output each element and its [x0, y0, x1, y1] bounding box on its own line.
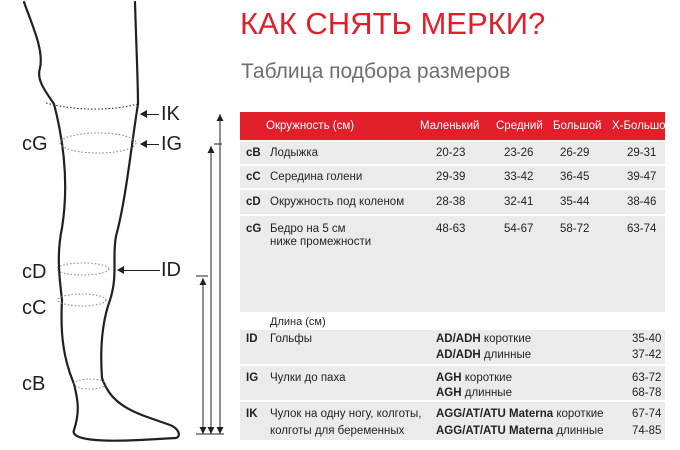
cd-circumference-ellipse: [57, 263, 109, 275]
row-code: IG: [246, 372, 259, 384]
model-item: [436, 387, 512, 399]
ik-label: IK: [161, 103, 180, 125]
cell-medium: 32-41: [504, 196, 534, 208]
col-large: Большой: [553, 120, 602, 132]
id-label: ID: [161, 259, 181, 281]
leg-back-outline: [24, 2, 179, 441]
page-title: КАК СНЯТЬ МЕРКИ?: [240, 6, 546, 41]
length-table-title: Длина (см): [270, 316, 326, 328]
size-row: [240, 142, 665, 164]
length-row: [240, 330, 665, 364]
row-code: IK: [246, 408, 258, 420]
cell-large: 26-29: [560, 147, 590, 159]
model-item: [436, 408, 604, 420]
model-suffix: короткие: [480, 333, 532, 345]
cell-large: 35-44: [560, 196, 590, 208]
length-value: 67-74: [632, 408, 662, 420]
length-row: [240, 402, 665, 440]
size-row: [240, 166, 665, 188]
col-small: Маленький: [420, 120, 480, 132]
col-medium: Средний: [496, 120, 543, 132]
model-suffix: длинные: [553, 425, 604, 437]
size-row: [240, 190, 665, 214]
cell-xlarge: 39-47: [627, 171, 657, 183]
model-name: AGG/AT/ATU Materna: [436, 408, 554, 420]
row-label: Бедро на 5 см: [270, 223, 346, 235]
row-label-line2: ниже промежности: [270, 236, 372, 248]
size-row: [240, 216, 665, 312]
cell-xlarge: 63-74: [627, 223, 657, 235]
row-code: ID: [246, 333, 258, 345]
model-suffix: длинные: [461, 387, 512, 399]
length-value: 63-72: [632, 372, 662, 384]
cell-small: 20-23: [436, 147, 466, 159]
cell-medium: 23-26: [504, 147, 534, 159]
cc-label: cC: [22, 297, 47, 319]
cell-large: 36-45: [560, 171, 590, 183]
row-label: Середина голени: [270, 171, 363, 183]
row-label: Гольфы: [270, 333, 313, 345]
model-name: AD/ADH: [436, 333, 481, 345]
cb-label: cB: [22, 373, 46, 395]
model-suffix: длинные: [480, 349, 532, 361]
model-suffix: короткие: [553, 408, 604, 420]
cell-small: 29-39: [436, 171, 466, 183]
model-name: AD/ADH: [436, 349, 481, 361]
model-suffix: короткие: [461, 372, 512, 384]
cell-small: 28-38: [436, 196, 466, 208]
length-value: 74-85: [632, 425, 662, 437]
cg-circumference-ellipse: [60, 133, 136, 153]
length-value: 37-42: [632, 349, 662, 361]
cell-medium: 33-42: [504, 171, 534, 183]
cell-small: 48-63: [436, 223, 466, 235]
model-name: AGH: [436, 372, 462, 384]
row-code: cG: [246, 223, 262, 235]
row-code: cD: [246, 196, 261, 208]
cg-label: cG: [22, 133, 48, 155]
row-code: cC: [246, 171, 261, 183]
row-code: cB: [246, 147, 261, 159]
ik-dotted-line: [46, 103, 138, 109]
model-item: [436, 372, 512, 384]
row-label-line2: колготы для беременных: [270, 425, 405, 437]
cc-circumference-ellipse: [58, 294, 106, 306]
length-row: [240, 366, 665, 400]
model-item: [436, 333, 531, 345]
id-pointer-arrow: [118, 270, 160, 271]
cell-large: 58-72: [560, 223, 590, 235]
model-item: [436, 349, 531, 361]
ik-pointer-arrow: [141, 114, 159, 115]
page-subtitle: Таблица подбора размеров: [241, 60, 511, 83]
model-name: AGG/AT/ATU Materna: [436, 425, 554, 437]
length-value: 35-40: [632, 333, 662, 345]
row-label: Чулки до паха: [270, 372, 346, 384]
row-label: Лодыжка: [270, 147, 319, 159]
model-item: [436, 425, 604, 437]
ig-label: IG: [161, 133, 183, 155]
col-circumference: Окружность (см): [266, 120, 355, 132]
cd-label: cD: [22, 261, 47, 283]
cb-circumference-ellipse: [74, 379, 106, 389]
row-label: Чулок на одну ногу, колготы,: [270, 408, 422, 420]
length-value: 68-78: [632, 387, 662, 399]
row-label: Окружность под коленом: [270, 196, 405, 208]
model-name: AGH: [436, 387, 462, 399]
cell-xlarge: 29-31: [627, 147, 657, 159]
cell-medium: 54-67: [504, 223, 534, 235]
cell-xlarge: 38-46: [627, 196, 657, 208]
col-xlarge: X-Большой: [612, 120, 672, 132]
ig-pointer-arrow: [141, 144, 159, 145]
size-table-header: [240, 112, 672, 140]
